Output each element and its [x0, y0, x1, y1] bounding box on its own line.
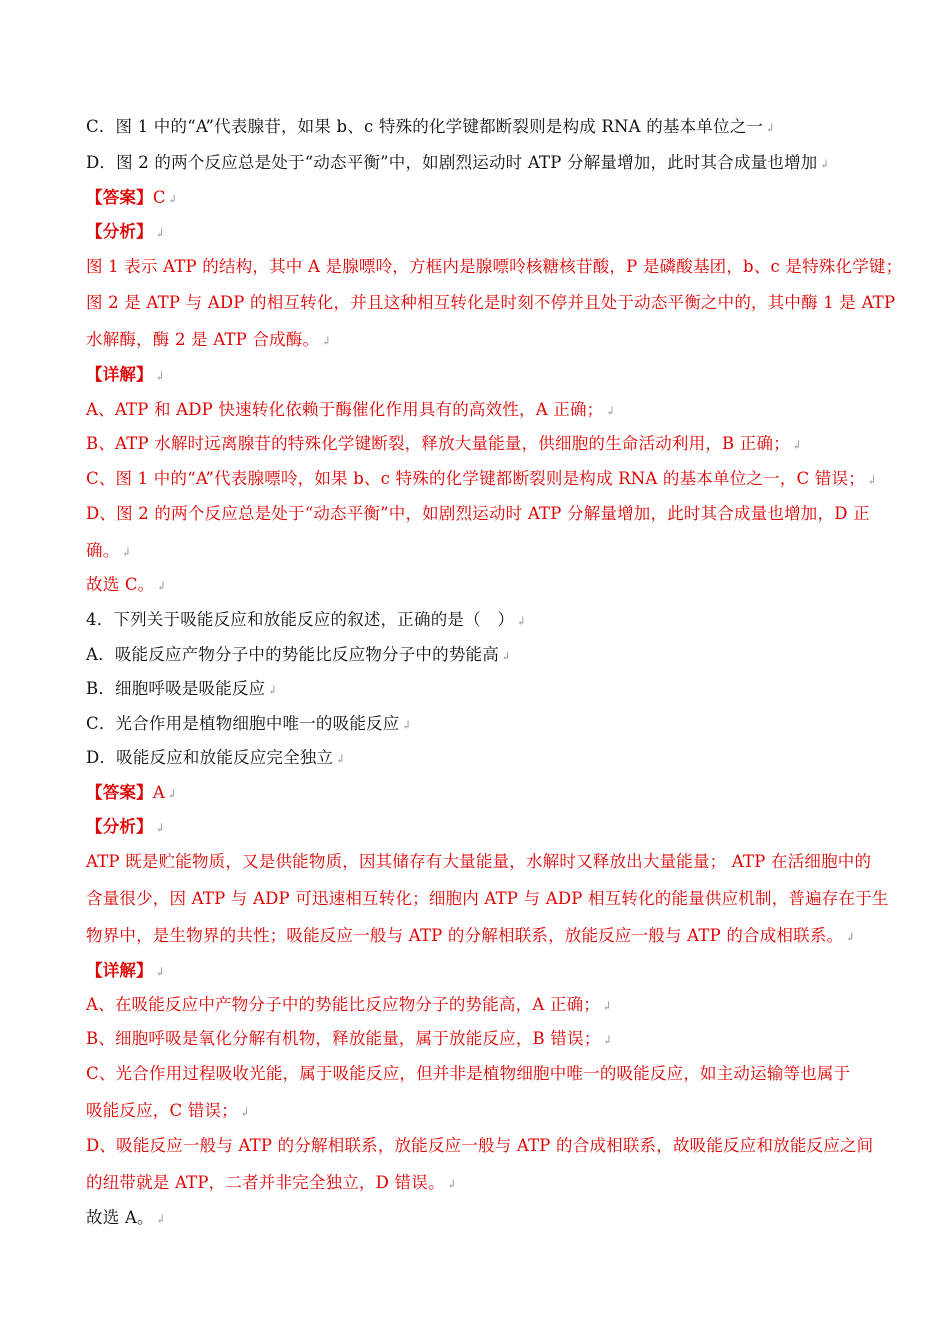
paragraph-mark: ↲ — [166, 787, 178, 801]
paragraph-mark: ↲ — [500, 649, 512, 663]
paragraph-mark: ↲ — [866, 473, 878, 487]
paragraph-mark: ↲ — [154, 369, 166, 383]
q4-conclusion: 故选 A。 ↲ — [86, 1208, 166, 1227]
q3-detail-line: D、图 2 的两个反应总是处于“动态平衡”中，如剧烈运动时 ATP 分解量增加，此时其合成量也增加，D 正 — [86, 504, 870, 523]
paragraph-mark: ↲ — [154, 226, 166, 240]
q4-stem: 4．下列关于吸能反应和放能反应的叙述，正确的是（ ） ↲ — [86, 610, 527, 629]
paragraph-mark: ↲ — [401, 718, 412, 732]
q4-detail-line: B、细胞呼吸是氧化分解有机物，释放能量，属于放能反应，B 错误； ↲ — [86, 1029, 613, 1048]
q3-detail-heading: 【详解】 ↲ — [86, 365, 166, 384]
q3-detail-line: B、ATP 水解时远离腺苷的特殊化学键断裂，释放大量能量，供细胞的生命活动利用，B 正确； ↲ — [86, 434, 803, 453]
q4-analysis-line: 物界中，是生物界的共性；吸能反应一般与 ATP 的分解相联系，放能反应一般与 ATP 的合成相联系。 ↲ — [86, 926, 856, 945]
q4-analysis-heading: 【分析】 ↲ — [86, 817, 166, 836]
q3-detail-line: C、图 1 中的“A”代表腺嘌呤，如果 b、c 特殊的化学键都断裂则是构成 RNA 的基本单位之一，C 错误； ↲ — [86, 469, 878, 488]
paragraph-mark: ↲ — [605, 404, 616, 418]
answer-value: C — [152, 188, 166, 207]
q3-analysis-line: 图 2 是 ATP 与 ADP 的相互转化，并且这种相互转化是时刻不停并且处于动态平衡之中的，其中酶 1 是 ATP — [86, 293, 896, 312]
paragraph-mark: ↲ — [267, 683, 278, 697]
q3-detail-line: 确。 ↲ — [86, 541, 132, 560]
paragraph-mark: ↲ — [516, 614, 527, 628]
paragraph-mark: ↲ — [321, 334, 332, 348]
q3-detail-line: A、ATP 和 ADP 快速转化依赖于酶催化作用具有的高效性，A 正确； ↲ — [86, 400, 616, 419]
q3-analysis-line: 水解酶，酶 2 是 ATP 合成酶。 ↲ — [86, 330, 332, 349]
q4-analysis-line: ATP 既是贮能物质，又是供能物质，因其储存有大量能量，水解时又释放出大量能量； ATP 在活细胞中的 — [86, 852, 872, 871]
q3-answer — [86, 187, 876, 210]
q4-detail-line: D、吸能反应一般与 ATP 的分解相联系，放能反应一般与 ATP 的合成相联系，故吸能反应和放能反应之间 — [86, 1136, 874, 1155]
paragraph-mark: ↲ — [446, 1177, 457, 1191]
q4-option: B．细胞呼吸是吸能反应 ↲ — [86, 679, 278, 698]
paragraph-mark: ↲ — [239, 1105, 251, 1119]
q4-detail-line: C、光合作用过程吸收光能，属于吸能反应，但并非是植物细胞中唯一的吸能反应，如主动运输等也属于 — [86, 1064, 851, 1083]
q3-conclusion: 故选 C。 ↲ — [86, 575, 167, 594]
paragraph-mark: ↲ — [167, 192, 178, 206]
paragraph-mark: ↲ — [765, 121, 776, 135]
q4-detail-heading: 【详解】 ↲ — [86, 961, 166, 980]
paragraph-mark: ↲ — [602, 1033, 613, 1047]
paragraph-mark: ↲ — [156, 579, 167, 593]
paragraph-mark: ↲ — [154, 965, 166, 979]
answer-label: 【答案】 — [86, 783, 153, 802]
q4-detail-line: 吸能反应，C 错误； ↲ — [86, 1101, 251, 1120]
q3-option-d: D．图 2 的两个反应总是处于“动态平衡”中，如剧烈运动时 ATP 分解量增加，此时其合成量也增加 ↲ — [86, 153, 830, 172]
q3-analysis-line: 图 1 表示 ATP 的结构，其中 A 是腺嘌呤，方框内是腺嘌呤核糖核苷酸，P 是磷酸基团，b、c 是特殊化学键； — [86, 257, 903, 276]
paragraph-mark: ↲ — [791, 438, 803, 452]
q3-option-c: C．图 1 中的“A”代表腺苷，如果 b、c 特殊的化学键都断裂则是构成 RNA 的基本单位之一 ↲ — [86, 117, 776, 136]
q4-option: D．吸能反应和放能反应完全独立 ↲ — [86, 748, 346, 767]
q4-detail-line: A、在吸能反应中产物分子中的势能比反应物分子的势能高，A 正确； ↲ — [86, 995, 613, 1014]
q4-detail-line: 的纽带就是 ATP，二者并非完全独立，D 错误。 ↲ — [86, 1173, 457, 1192]
paragraph-mark: ↲ — [601, 999, 613, 1013]
answer-value: A — [152, 783, 165, 802]
q4-answer — [86, 782, 876, 805]
paragraph-mark: ↲ — [154, 821, 166, 835]
q4-option: C．光合作用是植物细胞中唯一的吸能反应 ↲ — [86, 714, 412, 733]
q4-option: A．吸能反应产物分子中的势能比反应物分子中的势能高 ↲ — [86, 645, 512, 664]
answer-label: 【答案】 — [86, 188, 153, 207]
q4-analysis-line: 含量很少，因 ATP 与 ADP 可迅速相互转化；细胞内 ATP 与 ADP 相互转化的能量供应机制，普遍存在于生 — [86, 889, 889, 908]
q3-analysis-heading: 【分析】 ↲ — [86, 222, 166, 241]
paragraph-mark: ↲ — [819, 157, 830, 171]
paragraph-mark: ↲ — [155, 1212, 166, 1226]
paragraph-mark: ↲ — [335, 752, 346, 766]
paragraph-mark: ↲ — [121, 545, 132, 559]
paragraph-mark: ↲ — [845, 930, 856, 944]
